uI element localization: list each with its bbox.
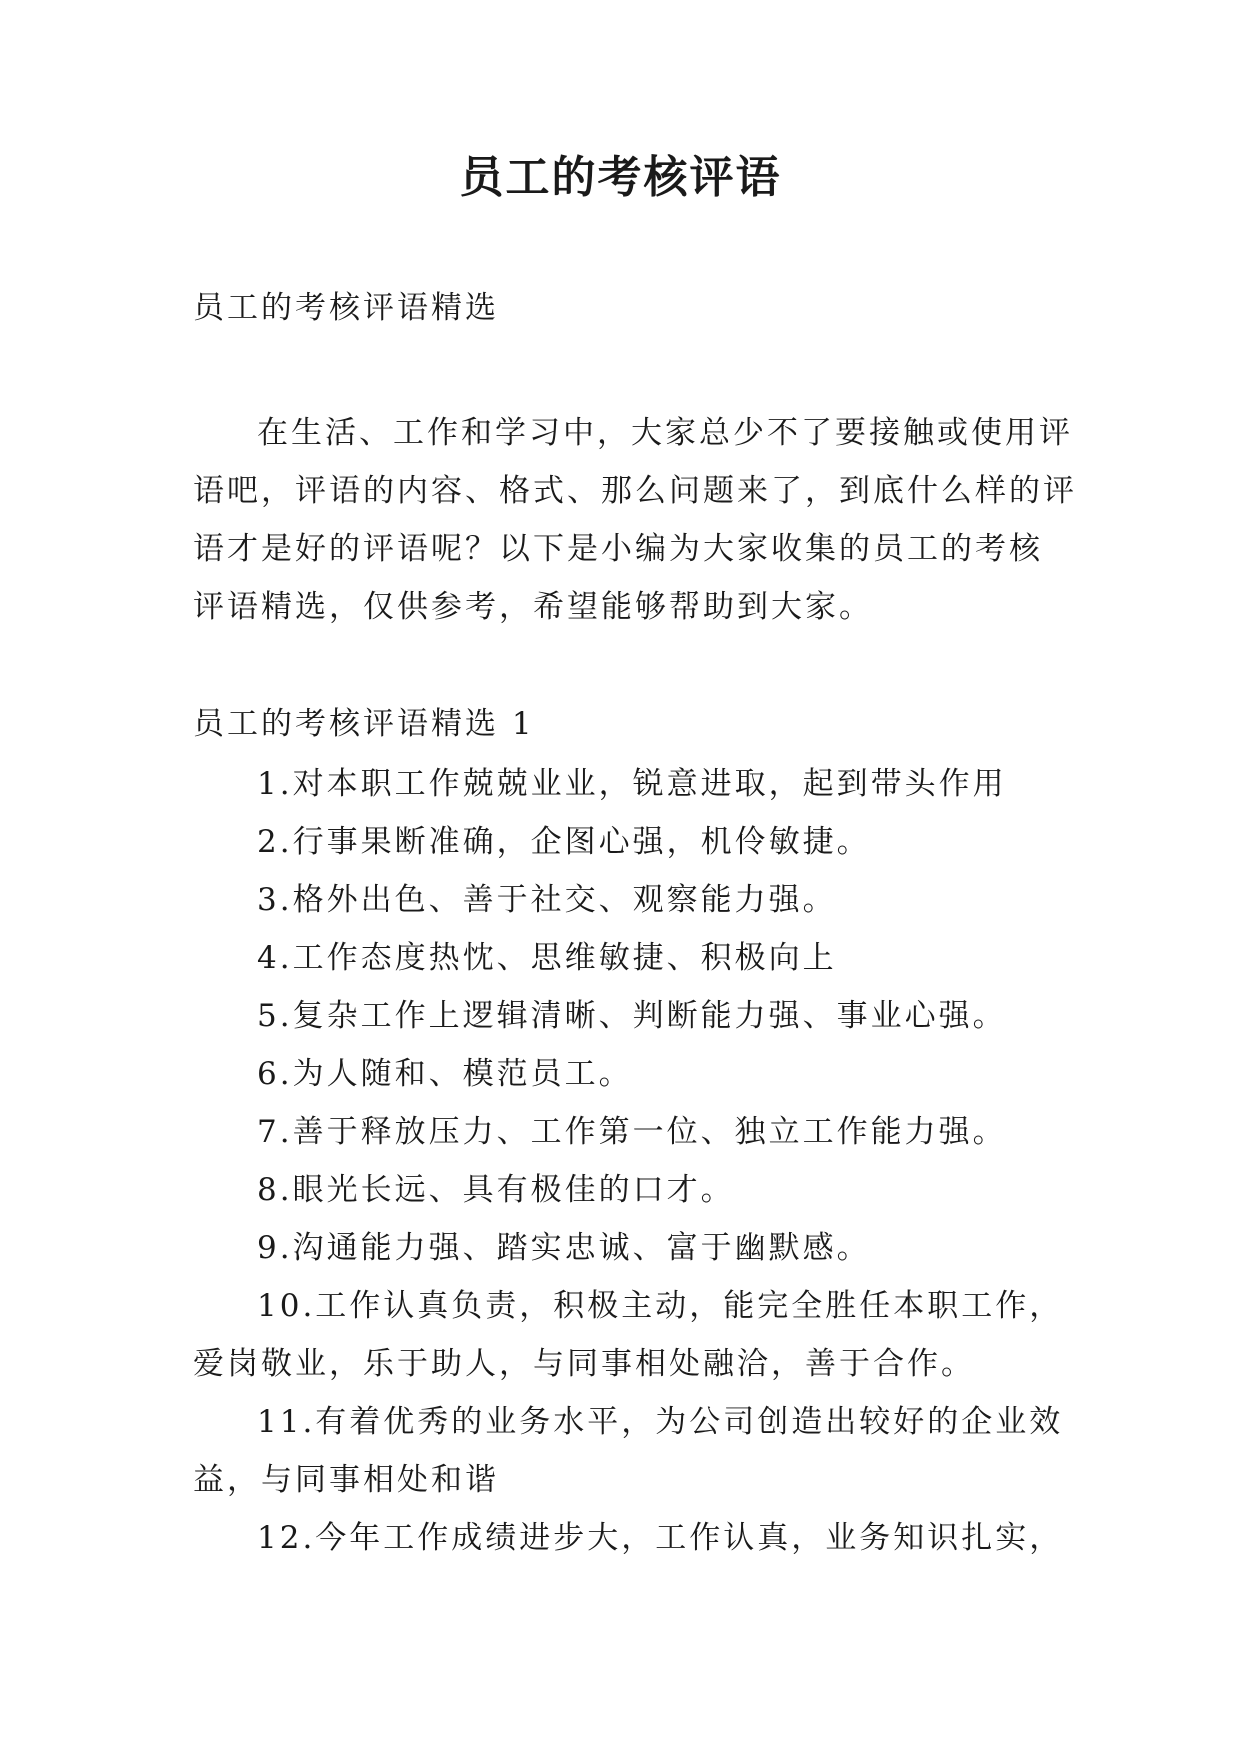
list-item: 2.行事果断准确，企图心强，机伶敏捷。: [257, 824, 871, 860]
list-item: 1.对本职工作兢兢业业，锐意进取，起到带头作用: [257, 766, 1007, 802]
list-item: 6.为人随和、模范员工。: [257, 1056, 633, 1092]
intro-line: 在生活、工作和学习中，大家总少不了要接触或使用评: [257, 415, 1073, 451]
list-item: 8.眼光长远、具有极佳的口才。: [257, 1172, 735, 1208]
list-item: 5.复杂工作上逻辑清晰、判断能力强、事业心强。: [257, 998, 1007, 1034]
list-item: 10.工作认真负责，积极主动，能完全胜任本职工作，: [257, 1288, 1064, 1324]
page-title: 员工的考核评语: [459, 152, 782, 203]
list-item: 4.工作态度热忱、思维敏捷、积极向上: [257, 940, 837, 976]
list-item: 7.善于释放压力、工作第一位、独立工作能力强。: [257, 1114, 1007, 1150]
intro-line: 语才是好的评语呢？以下是小编为大家收集的员工的考核: [193, 531, 1043, 567]
evaluation-list: [193, 755, 1064, 1567]
intro-line: 语吧，评语的内容、格式、那么问题来了，到底什么样的评: [193, 473, 1077, 509]
list-item: 11.有着优秀的业务水平，为公司创造出较好的企业效: [257, 1404, 1064, 1440]
list-item-continuation: 益，与同事相处和谐: [193, 1462, 499, 1498]
document-subtitle: 员工的考核评语精选: [193, 290, 499, 326]
list-item: 12.今年工作成绩进步大，工作认真，业务知识扎实，: [257, 1520, 1064, 1556]
list-item-continuation: 爱岗敬业，乐于助人，与同事相处融洽，善于合作。: [193, 1346, 975, 1382]
section-heading: 员工的考核评语精选 1: [193, 706, 535, 742]
intro-paragraph: [193, 404, 1077, 636]
list-item: 9.沟通能力强、踏实忠诚、富于幽默感。: [257, 1230, 871, 1266]
intro-line: 评语精选，仅供参考，希望能够帮助到大家。: [193, 589, 873, 625]
list-item: 3.格外出色、善于社交、观察能力强。: [257, 882, 837, 918]
